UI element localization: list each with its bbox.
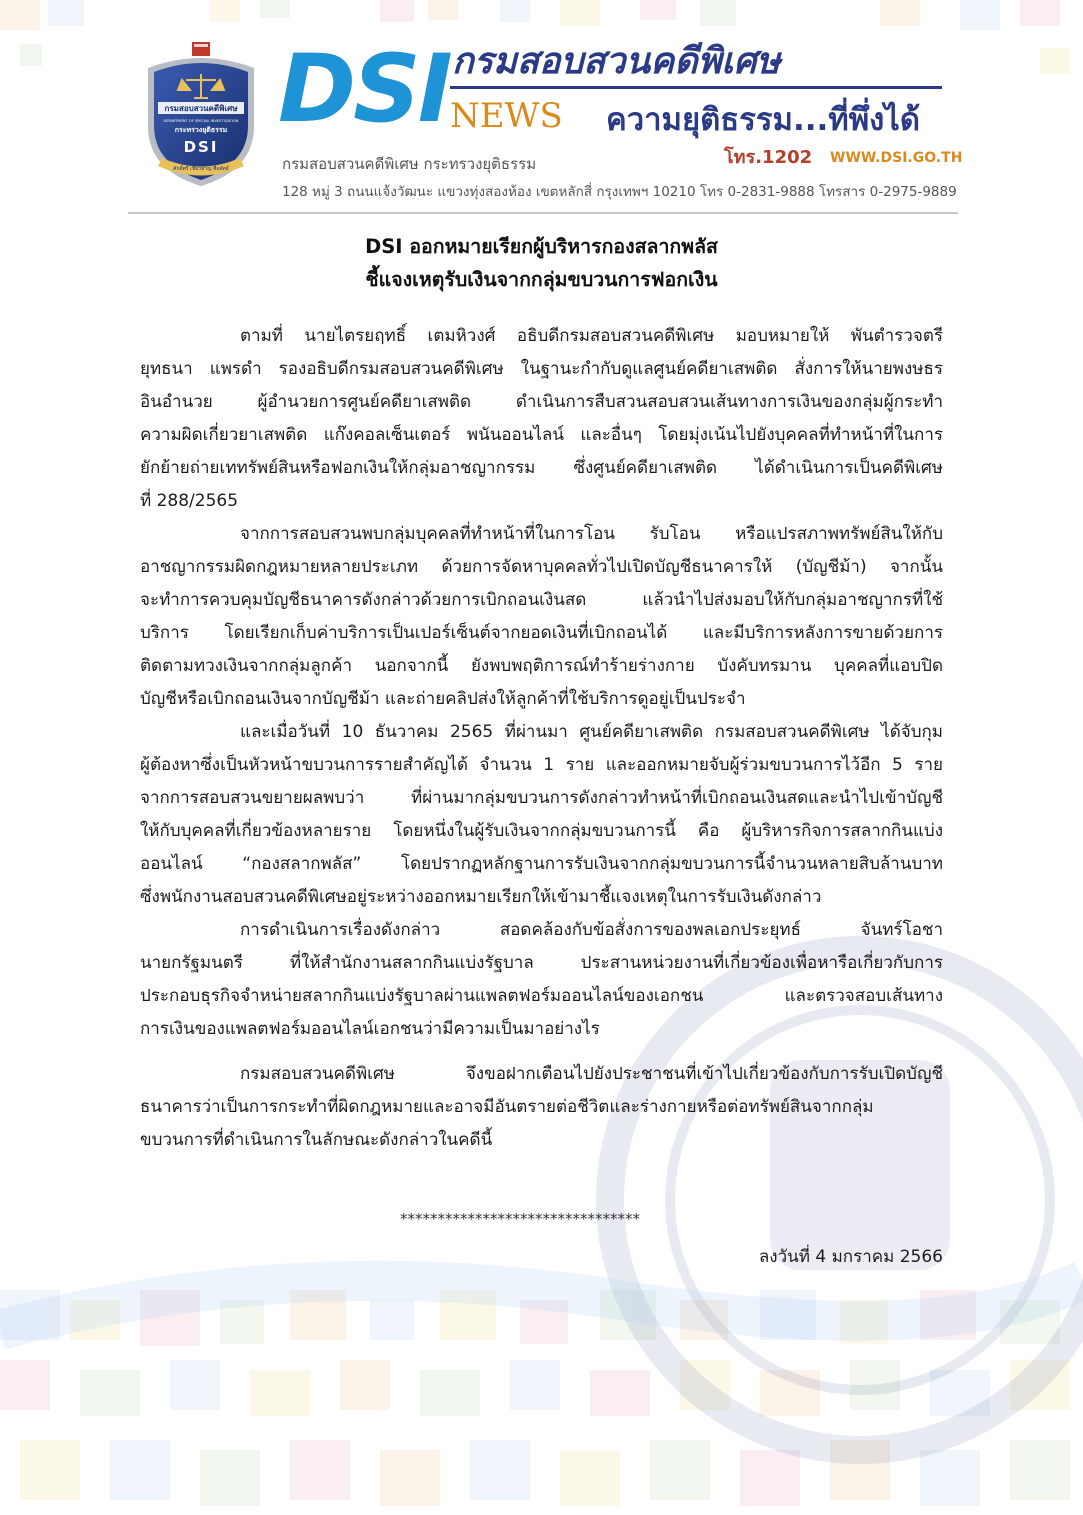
paragraph-line: ประกอบธุรกิจจำหน่ายสลากกินแบ่งรัฐบาลผ่านแพลตฟอร์มออนไลน์ของเอกชน และตรวจสอบเส้นทาง xyxy=(140,986,943,1006)
paragraph-line: ติดตามทวงเงินจากกลุ่มลูกค้า นอกจากนี้ ยังพบพฤติการณ์ทำร้ายร่างกาย บังคับทรมาน บุคคลที่แอบปิด xyxy=(140,656,943,676)
paragraph-line: ความผิดเกี่ยวยาเสพติด แก๊งคอลเซ็นเตอร์ พนันออนไลน์ และอื่นๆ โดยมุ่งเน้นไปยังบุคคลที่ทำหน้าที่ในการ xyxy=(140,425,943,445)
emblem-english-text: DEPARTMENT OF SPECIAL INVESTIGATION xyxy=(163,119,239,123)
paragraph-line: ออนไลน์ “กองสลากพลัส” โดยปรากฏหลักฐานการรับเงินจากกลุ่มขบวนการนี้จำนวนหลายสิบล้านบาท xyxy=(140,854,943,874)
paragraph-line: ตามที่ นายไตรยฤทธิ์ เตมหิวงศ์ อธิบดีกรมสอบสวนคดีพิเศษ มอบหมายให้ พันตำรวจตรี xyxy=(240,326,943,346)
paragraph-line: ให้กับบุคคลที่เกี่ยวข้องหลายราย โดยหนึ่งในผู้รับเงินจากกลุ่มขบวนการนี้ คือ ผู้บริหารกิจการสลากกินแบ่ง xyxy=(140,821,943,841)
website-link[interactable]: WWW.DSI.GO.TH xyxy=(830,150,963,166)
paragraph-line: นายกรัฐมนตรี ที่ให้สำนักงานสลากกินแบ่งรัฐบาล ประสานหน่วยงานที่เกี่ยวข้องเพื่อหารือเกี่ยวกับการ xyxy=(140,953,943,973)
letterhead xyxy=(128,30,963,215)
paragraph-line: ซึ่งพนักงานสอบสวนคดีพิเศษอยู่ระหว่างออกหมายเรียกให้เข้ามาชี้แจงเหตุในการรับเงินดังกล่าว xyxy=(140,887,822,907)
emblem-ministry-text: กระทรวงยุติธรรม xyxy=(174,126,228,134)
paragraph-line: จากการสอบสวนพบกลุ่มบุคคลที่ทำหน้าที่ในการโอน รับโอน หรือแปรสภาพทรัพย์สินให้กับ xyxy=(240,524,943,544)
header-divider xyxy=(128,212,958,214)
headline-line-1: DSI ออกหมายเรียกผู้บริหารกองสลากพลัส xyxy=(365,235,718,258)
paragraph-line: และเมื่อวันที่ 10 ธันวาคม 2565 ที่ผ่านมา ศูนย์คดียาเสพติด กรมสอบสวนคดีพิเศษ ได้จับกุม xyxy=(240,722,943,742)
paragraph-3 xyxy=(140,716,943,914)
paragraph-line: กรมสอบสวนคดีพิเศษ จึงขอฝากเตือนไปยังประชาชนที่เข้าไปเกี่ยวข้องกับการรับเปิดบัญชี xyxy=(240,1064,943,1084)
emblem-motto: ศักดิ์ศรี เชี่ยวชาญ ซื่อสัตย์ xyxy=(173,166,229,172)
news-label: NEWS xyxy=(450,96,563,136)
paragraph-line: ขบวนการที่ดำเนินการในลักษณะดังกล่าวในคดีนี้ xyxy=(140,1130,493,1150)
paragraph-line: อาชญากรรมผิดกฎหมายหลายประเภท ด้วยการจัดหาบุคคลทั่วไปเปิดบัญชีธนาคารให้ (บัญชีม้า) จากนั้น xyxy=(140,557,943,577)
slogan: ความยุติธรรม...ที่พึ่งได้ xyxy=(606,102,920,138)
paragraph-line: บัญชีหรือเบิกถอนเงินจากบัญชีม้า และถ่ายคลิปส่งให้ลูกค้าที่ใช้บริการดูอยู่เป็นประจำ xyxy=(140,689,746,709)
article-body xyxy=(140,320,943,1157)
headline-line-2: ชี้แจงเหตุรับเงินจากกลุ่มขบวนการฟอกเงิน xyxy=(365,268,718,291)
paragraph-line: บริการ โดยเรียกเก็บค่าบริการเป็นเปอร์เซ็นต์จากยอดเงินที่เบิกถอนได้ และมีบริการหลังการขายด้วยการ xyxy=(140,623,943,643)
headline xyxy=(140,230,943,296)
paragraph-line: ยักย้ายถ่ายเททรัพย์สินหรือฟอกเงินให้กลุ่มอาชญากรรม ซึ่งศูนย์คดียาเสพติด ได้ดำเนินการเป็นคดีพิเศษ xyxy=(140,458,943,478)
paragraph-line: การเงินของแพลตฟอร์มออนไลน์เอกชนว่ามีความเป็นมาอย่างไร xyxy=(140,1019,600,1039)
address-line: 128 หมู่ 3 ถนนแจ้งวัฒนะ แขวงทุ่งสองห้อง เขตหลักสี่ กรุงเทพฯ 10210 โทร 0-2831-9888 โทรสาร 0-2975-9889 xyxy=(282,184,957,200)
paragraph-line: จะทำการควบคุมบัญชีธนาคารดังกล่าวด้วยการเบิกถอนเงินสด แล้วนำไปส่งมอบให้กับกลุ่มอาชญากรที่ใช้ xyxy=(140,590,943,610)
date-line: ลงวันที่ 4 มกราคม 2566 xyxy=(758,1247,943,1267)
paragraph-4 xyxy=(140,914,943,1046)
title-rule xyxy=(450,86,942,89)
department-name: กรมสอบสวนคดีพิเศษ xyxy=(452,41,781,82)
paragraph-line: จากการสอบสวนขยายผลพบว่า ที่ผ่านมากลุ่มขบวนการดังกล่าวทำหน้าที่เบิกถอนเงินสดและนำไปเข้าบัญชี xyxy=(140,788,943,808)
separator-stars: ******************************** xyxy=(400,1210,640,1228)
emblem-abbr: DSI xyxy=(183,138,219,156)
paragraph-1 xyxy=(140,320,943,518)
paragraph-line: การดำเนินการเรื่องดังกล่าว สอดคล้องกับข้อสั่งการของพลเอกประยุทธ์ จันทร์โอชา xyxy=(240,920,943,940)
dsi-wordmark: DSI xyxy=(278,35,450,144)
paragraph-line: ที่ 288/2565 xyxy=(140,491,239,511)
paragraph-line: ยุทธนา แพรดำ รองอธิบดีกรมสอบสวนคดีพิเศษ ในฐานะกำกับดูแลศูนย์คดียาเสพติด สั่งการให้นายพงษธร xyxy=(140,359,943,379)
ministry-line: กรมสอบสวนคดีพิเศษ กระทรวงยุติธรรม xyxy=(282,155,537,173)
emblem-top-text: กรมสอบสวนคดีพิเศษ xyxy=(164,104,238,113)
paragraph-spacer xyxy=(140,1046,943,1058)
paragraph-line: อินอำนวย ผู้อำนวยการศูนย์คดียาเสพติด ดำเนินการสืบสวนสอบสวนเส้นทางการเงินของกลุ่มผู้กระทำ xyxy=(140,392,943,412)
hotline: โทร.1202 xyxy=(724,147,813,168)
paragraph-2 xyxy=(140,518,943,716)
paragraph-line: ผู้ต้องหาซึ่งเป็นหัวหน้าขบวนการรายสำคัญได้ จำนวน 1 ราย และออกหมายจับผู้ร่วมขบวนการไว้อีก 5 ราย xyxy=(140,755,943,775)
dsi-emblem-logo xyxy=(138,40,264,188)
paragraph-5 xyxy=(140,1058,943,1157)
paragraph-line: ธนาคารว่าเป็นการกระทำที่ผิดกฎหมายและอาจมีอันตรายต่อชีวิตและร่างกายหรือต่อทรัพย์สินจากกลุ่ม xyxy=(140,1097,874,1117)
